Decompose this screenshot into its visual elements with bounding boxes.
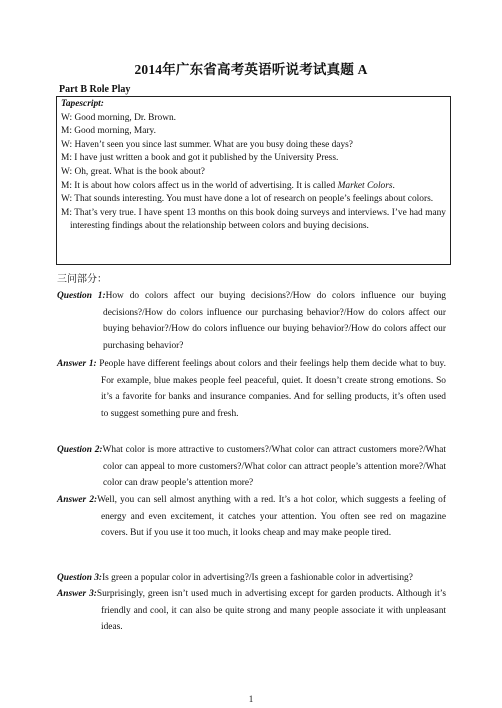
answer-1 <box>57 356 446 422</box>
book-title: Market Colors <box>337 180 393 191</box>
tapescript-line: M: That’s very true. I have spent 13 months on this book doing surveys and interviews. I’ve had many interesting findings about the relationship between colors and buying decisions. <box>61 207 446 232</box>
answer-label: Answer 2: <box>57 495 98 505</box>
section-label: 三问部分： <box>57 274 107 285</box>
question-text: Is green a popular color in advertising?/Is green a fashionable color in advertising? <box>102 573 413 583</box>
book-title-end: . <box>392 180 395 191</box>
question-3 <box>57 570 446 587</box>
page-title: 2014年广东省高考英语听说考试真题 A <box>134 62 368 77</box>
page-number: 1 <box>248 694 254 704</box>
tapescript-box <box>56 96 451 265</box>
question-2 <box>57 442 446 492</box>
tapescript-line: M: Good morning, Mary. <box>61 126 156 137</box>
tapescript-line: W: That sounds interesting. You must have done a lot of research on people’s feelings about colors. <box>61 194 434 205</box>
question-label: Question 2: <box>57 445 103 455</box>
question-text: How do colors affect our buying decisions?/How do colors influence our buying decisions?/How do colors influence our purchasing behavior?/How do colors affect our buying behavior?/How do colors influence our buying behavior?/How do colors affect our purchasing behavior? <box>103 291 446 351</box>
question-label: Question 1: <box>57 291 106 301</box>
tapescript-line: W: Good morning, Dr. Brown. <box>61 112 177 123</box>
answer-text: Surprisingly, green isn’t used much in advertising except for garden products. Although it’s friendly and cool, it can also be quite strong and many people associate it with unpleasant ideas. <box>96 589 446 633</box>
answer-2 <box>57 492 446 542</box>
tapescript-line: W: Oh, great. What is the book about? <box>61 166 205 177</box>
answer-label: Answer 3: <box>57 589 97 599</box>
tapescript-line: M: I have just written a book and got it published by the University Press. <box>61 153 339 164</box>
answer-text: Well, you can sell almost anything with a red. It’s a hot color, which suggests a feeling of energy and even excitement, it catches your attention. You often see red on magazine covers. But if you use it too much, it looks cheap and may make people tired. <box>97 495 446 539</box>
tapescript-line-book <box>61 180 446 194</box>
part-heading: Part B Role Play <box>59 84 131 95</box>
question-label: Question 3: <box>57 573 103 583</box>
question-text: What color is more attractive to customers?/What color can attract customers more?/What color can appeal to more customers?/What color can attract people’s attention more?/What color can draw people’s attention more? <box>102 445 446 489</box>
tapescript-label: Tapescript: <box>61 99 104 109</box>
answer-3 <box>57 586 446 636</box>
tapescript-line-text: M: It is about how colors affect us in the world of advertising. It is called <box>61 180 338 191</box>
tapescript-line: W: Haven’t seen you since last summer. What are you busy doing these days? <box>61 139 353 150</box>
question-1 <box>57 288 446 354</box>
answer-label: Answer 1: <box>57 359 97 369</box>
answer-text: People have different feelings about colors and their feelings help them decide what to buy. For example, blue makes people feel peaceful, quiet. It doesn’t create strong emotions. So it’s a favorite for banks and insurance companies. And for selling products, it’s often used to suggest something pure and fresh. <box>96 359 446 419</box>
